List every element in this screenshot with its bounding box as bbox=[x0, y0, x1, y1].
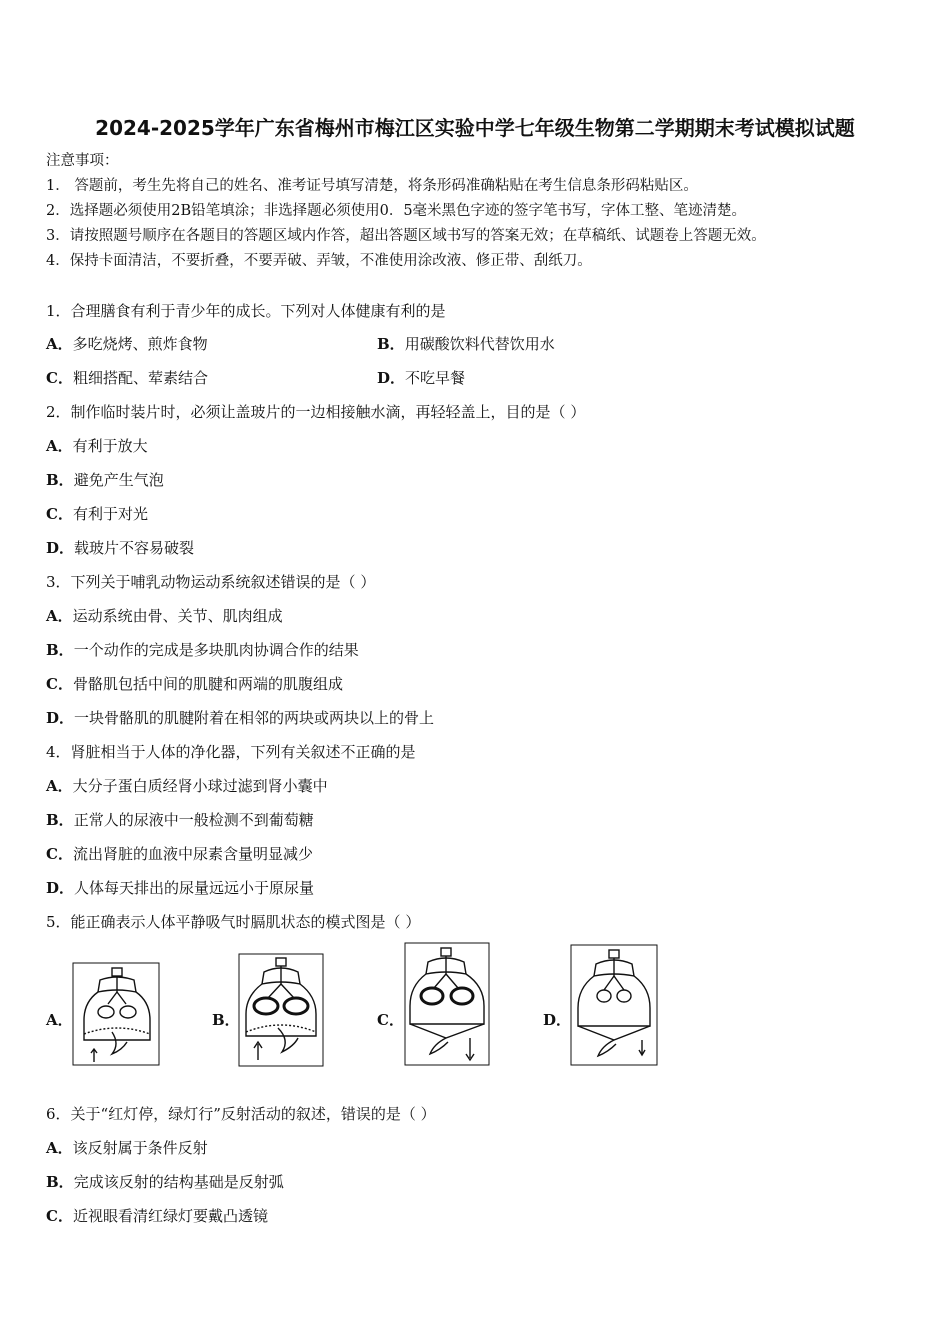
option-text: 避免产生气泡 bbox=[73, 471, 164, 489]
option-text: 载玻片不容易破裂 bbox=[74, 539, 195, 557]
exam-title: 2024-2025学年广东省梅州市梅江区实验中学七年级生物第二学期期末考试模拟试题 bbox=[95, 116, 855, 140]
option-text: 多吃烧烤、煎炸食物 bbox=[72, 335, 208, 353]
option-letter: A． bbox=[46, 335, 73, 353]
figure-label: A． bbox=[46, 1011, 73, 1029]
option-letter: D． bbox=[46, 709, 75, 727]
option-letter: C． bbox=[46, 369, 73, 387]
figure-label: D． bbox=[543, 1011, 572, 1029]
option bbox=[46, 845, 313, 863]
option-text: 该反射属于条件反射 bbox=[72, 1139, 208, 1157]
option-text: 骨骼肌包括中间的肌腱和两端的肌腹组成 bbox=[72, 675, 343, 693]
option bbox=[46, 1139, 208, 1157]
option bbox=[46, 675, 343, 693]
option-letter: A． bbox=[46, 1139, 73, 1157]
option bbox=[46, 777, 328, 795]
question-stem: 5．能正确表示人体平静吸气时膈肌状态的模式图是（ ） bbox=[46, 913, 421, 931]
option bbox=[377, 369, 465, 387]
option bbox=[46, 641, 359, 659]
option-text: 完成该反射的结构基础是反射弧 bbox=[73, 1173, 284, 1191]
option-text: 粗细搭配、荤素结合 bbox=[72, 369, 208, 387]
option bbox=[46, 607, 283, 625]
bell-jar-model-icon bbox=[570, 944, 660, 1068]
option-text: 大分子蛋白质经肾小球过滤到肾小囊中 bbox=[72, 777, 328, 795]
option-text: 一个动作的完成是多块肌肉协调合作的结果 bbox=[73, 641, 359, 659]
notice-heading: 注意事项： bbox=[46, 153, 119, 169]
option bbox=[46, 1207, 268, 1225]
option bbox=[377, 335, 555, 353]
option-letter: C． bbox=[46, 1207, 73, 1225]
option-text: 有利于对光 bbox=[72, 505, 148, 523]
option-letter: B． bbox=[46, 811, 74, 829]
question-stem: 1．合理膳食有利于青少年的成长。下列对人体健康有利的是 bbox=[46, 302, 446, 320]
option-letter: B． bbox=[46, 471, 74, 489]
figure-label: B． bbox=[212, 1011, 240, 1029]
option bbox=[46, 335, 208, 353]
option bbox=[46, 1173, 284, 1191]
question-stem: 3．下列关于哺乳动物运动系统叙述错误的是（ ） bbox=[46, 573, 376, 591]
notice-item: 3．请按照题号顺序在各题目的答题区域内作答，超出答题区域书写的答案无效；在草稿纸、试题卷上答题无效。 bbox=[46, 228, 766, 244]
option-letter: B． bbox=[46, 641, 74, 659]
option-text: 用碳酸饮料代替饮用水 bbox=[404, 335, 555, 353]
option-letter: B． bbox=[377, 335, 405, 353]
option-letter: D． bbox=[46, 879, 75, 897]
option-letter: C． bbox=[46, 505, 73, 523]
option-letter: C． bbox=[46, 845, 73, 863]
option-letter: C． bbox=[46, 675, 73, 693]
option-text: 人体每天排出的尿量远远小于原尿量 bbox=[74, 879, 315, 897]
option-text: 一块骨骼肌的肌腱附着在相邻的两块或两块以上的骨上 bbox=[74, 709, 435, 727]
option-text: 有利于放大 bbox=[72, 437, 148, 455]
option bbox=[46, 879, 314, 897]
option bbox=[46, 369, 208, 387]
notice-item: 2．选择题必须使用2B铅笔填涂；非选择题必须使用0．5毫米黑色字迹的签字笔书写，字体工整、笔迹清楚。 bbox=[46, 203, 747, 219]
option-letter: B． bbox=[46, 1173, 74, 1191]
option-letter: D． bbox=[46, 539, 75, 557]
option-text: 正常人的尿液中一般检测不到葡萄糖 bbox=[73, 811, 314, 829]
option-text: 不吃早餐 bbox=[405, 369, 466, 387]
option-letter: A． bbox=[46, 607, 73, 625]
bell-jar-model-icon bbox=[404, 942, 492, 1068]
option-letter: A． bbox=[46, 777, 73, 795]
option-letter: A． bbox=[46, 437, 73, 455]
option-text: 流出肾脏的血液中尿素含量明显减少 bbox=[72, 845, 313, 863]
notice-item: 4．保持卡面清洁，不要折叠，不要弄破、弄皱，不准使用涂改液、修正带、刮纸刀。 bbox=[46, 253, 592, 269]
option bbox=[46, 471, 164, 489]
notice-item: 1． 答题前，考生先将自己的姓名、准考证号填写清楚，将条形码准确粘贴在考生信息条形码粘贴区。 bbox=[46, 178, 698, 194]
bell-jar-model-icon bbox=[238, 952, 326, 1068]
option-text: 运动系统由骨、关节、肌肉组成 bbox=[72, 607, 283, 625]
option bbox=[46, 505, 148, 523]
bell-jar-model-icon bbox=[72, 962, 162, 1068]
option bbox=[46, 709, 434, 727]
option bbox=[46, 539, 194, 557]
option-letter: D． bbox=[377, 369, 406, 387]
option-text: 近视眼看清红绿灯要戴凸透镜 bbox=[72, 1207, 268, 1225]
question-stem: 6．关于“红灯停，绿灯行”反射活动的叙述，错误的是（ ） bbox=[46, 1105, 436, 1123]
figure-label: C． bbox=[377, 1011, 404, 1029]
option bbox=[46, 811, 314, 829]
question-stem: 2．制作临时装片时，必须让盖玻片的一边相接触水滴，再轻轻盖上，目的是（ ） bbox=[46, 403, 586, 421]
question-stem: 4．肾脏相当于人体的净化器，下列有关叙述不正确的是 bbox=[46, 743, 416, 761]
option bbox=[46, 437, 148, 455]
